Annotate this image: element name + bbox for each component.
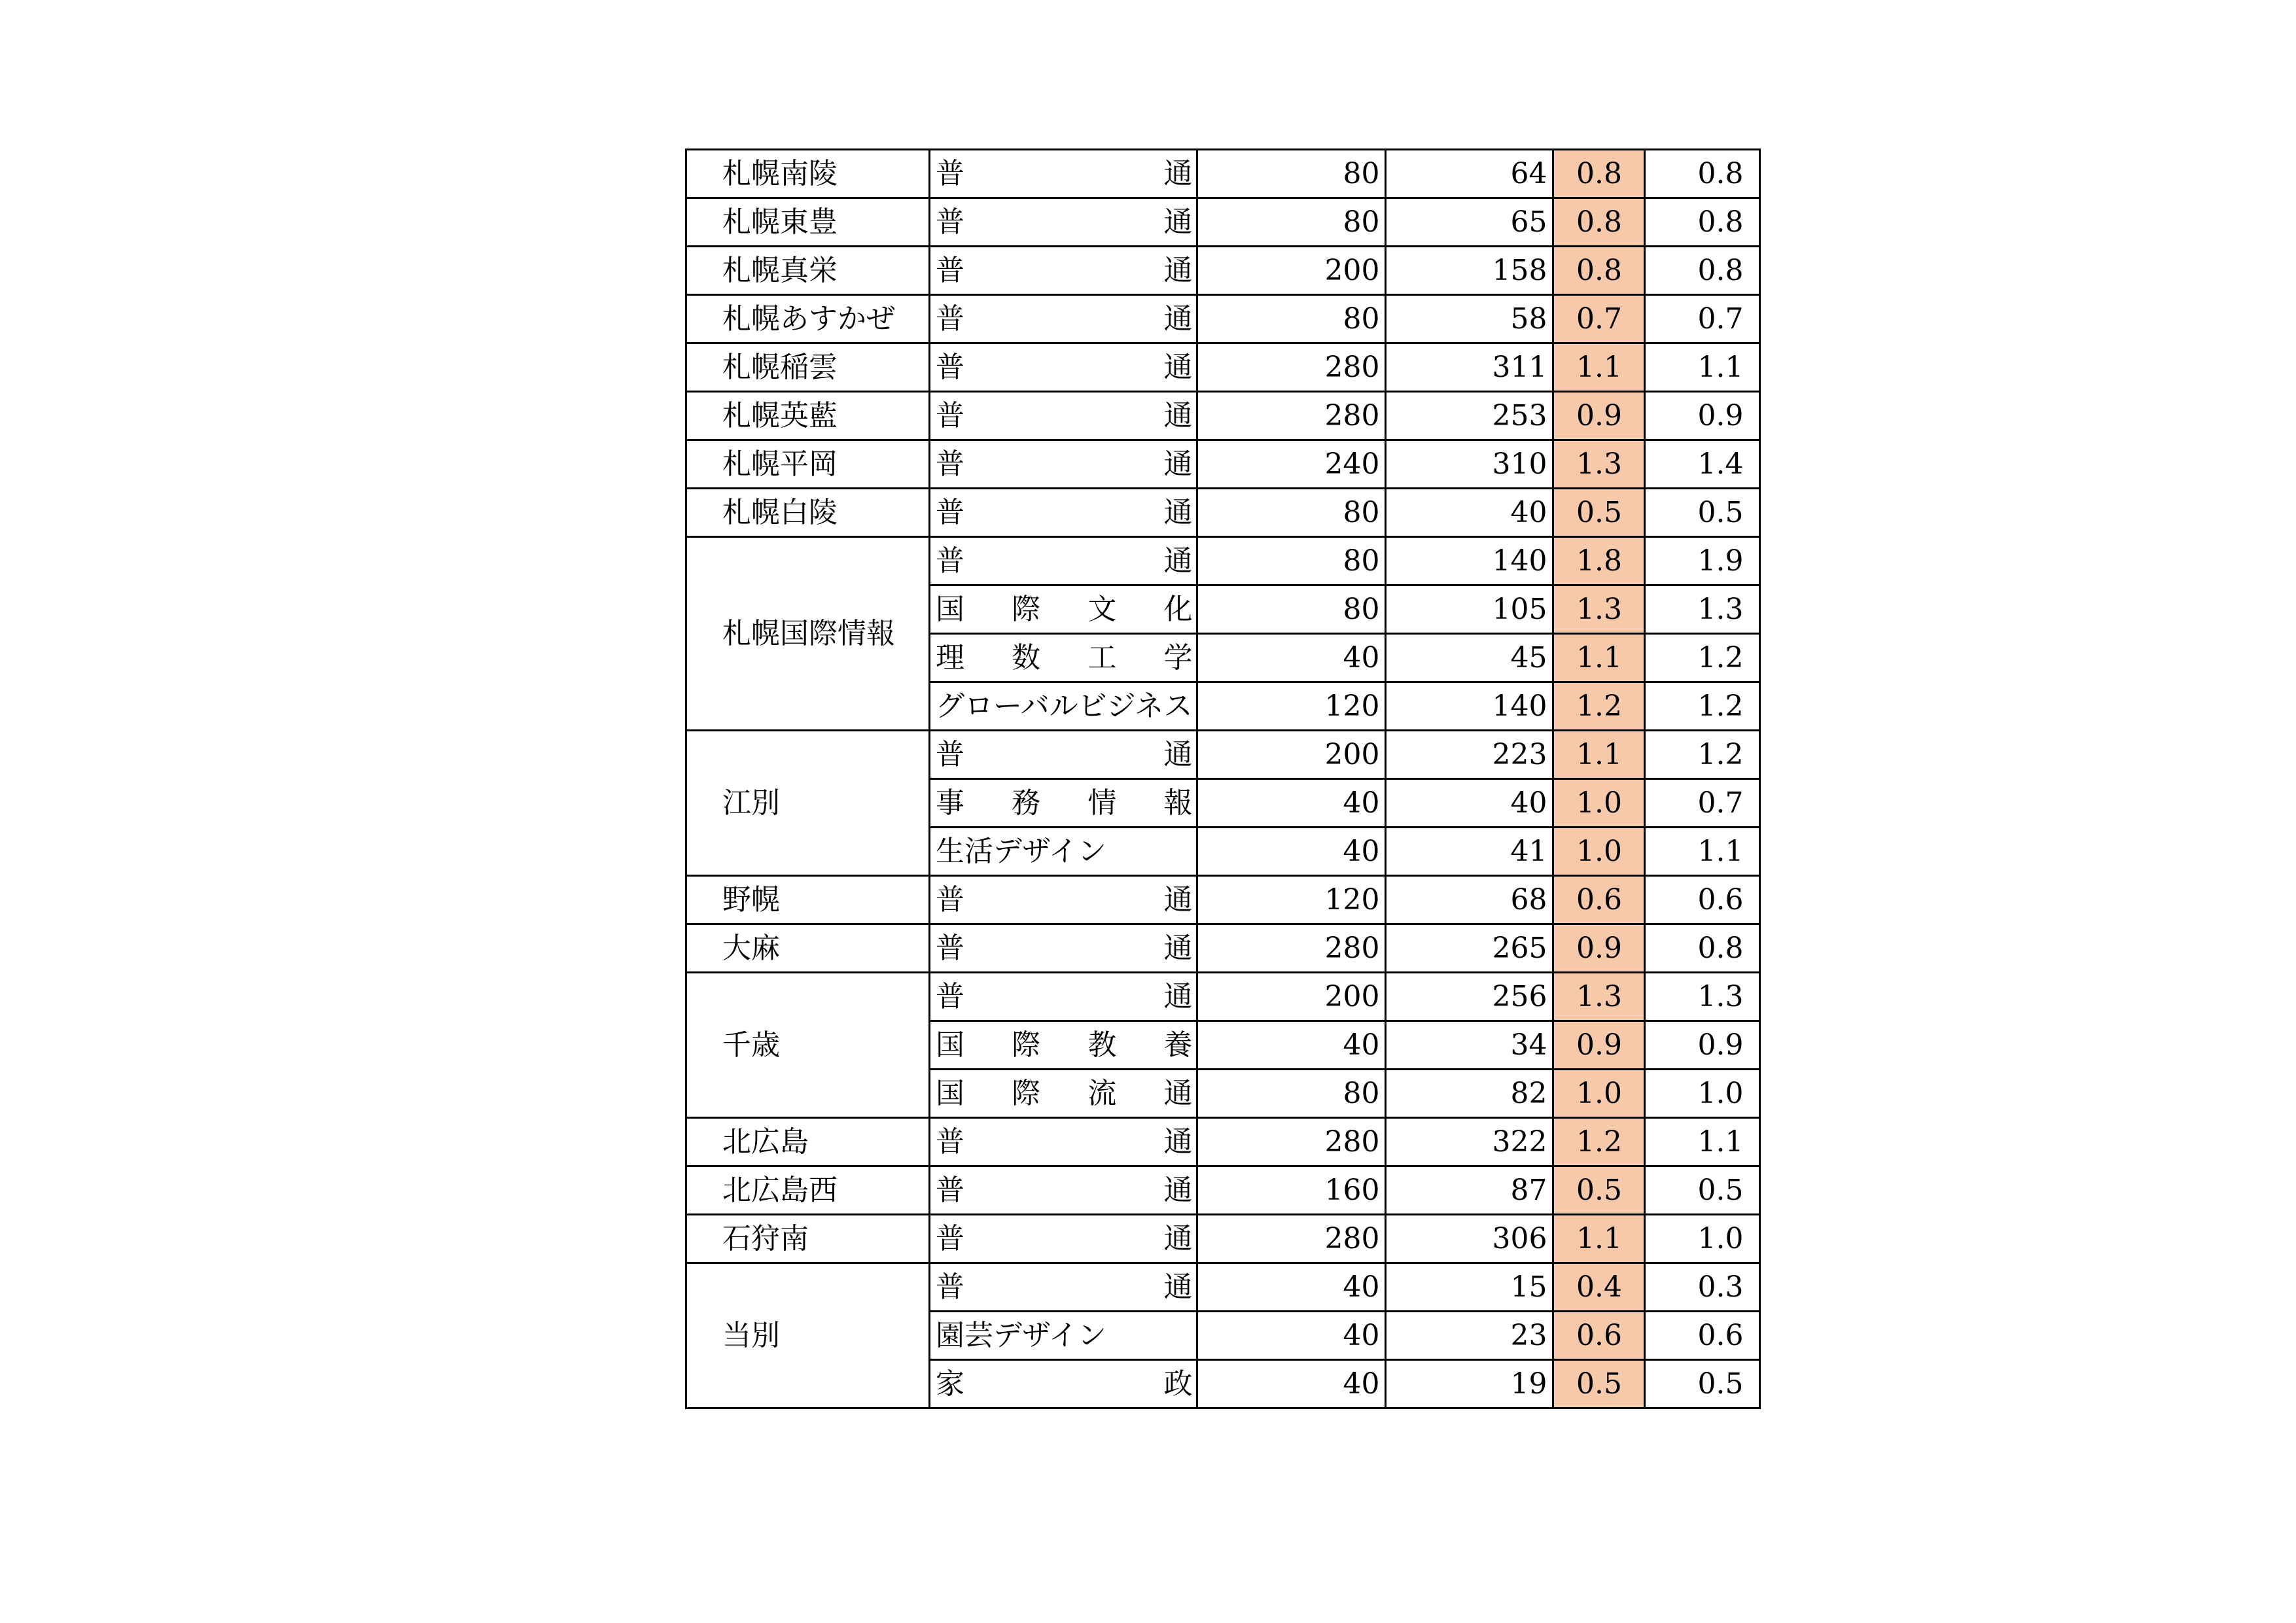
course-cell: 国際文化: [930, 585, 1197, 634]
course-cell: 普 通: [930, 537, 1197, 585]
prev-ratio-cell: 1.2: [1645, 731, 1760, 779]
prev-ratio-cell: 1.9: [1645, 537, 1760, 585]
ratio-cell: 0.6: [1553, 876, 1645, 924]
prev-ratio-cell: 1.2: [1645, 682, 1760, 731]
capacity-cell: 40: [1197, 828, 1386, 876]
prev-ratio-cell: 1.1: [1645, 1118, 1760, 1166]
course-cell: 普 通: [930, 440, 1197, 489]
prev-ratio-cell: 0.9: [1645, 392, 1760, 440]
applicants-cell: 310: [1386, 440, 1553, 489]
applicants-cell: 322: [1386, 1118, 1553, 1166]
course-cell: 普 通: [930, 247, 1197, 295]
school-name-cell: 北広島: [686, 1118, 930, 1166]
course-cell: 普 通: [930, 489, 1197, 537]
applicants-cell: 82: [1386, 1070, 1553, 1118]
ratio-cell: 0.4: [1553, 1263, 1645, 1312]
applicants-cell: 256: [1386, 973, 1553, 1021]
applicants-cell: 41: [1386, 828, 1553, 876]
ratio-cell: 1.3: [1553, 585, 1645, 634]
table-row: [686, 731, 1760, 779]
course-cell: 普 通: [930, 150, 1197, 198]
school-name-cell: 千歳: [686, 973, 930, 1118]
capacity-cell: 80: [1197, 150, 1386, 198]
capacity-cell: 200: [1197, 247, 1386, 295]
table-row: [686, 440, 1760, 489]
school-name-cell: 石狩南: [686, 1215, 930, 1263]
course-cell: 普 通: [930, 1118, 1197, 1166]
applicants-cell: 58: [1386, 295, 1553, 343]
course-cell: 理数工学: [930, 634, 1197, 682]
course-cell: 普 通: [930, 198, 1197, 247]
capacity-cell: 80: [1197, 198, 1386, 247]
ratio-cell: 0.6: [1553, 1312, 1645, 1360]
capacity-cell: 40: [1197, 1263, 1386, 1312]
ratio-cell: 0.8: [1553, 150, 1645, 198]
ratio-cell: 1.0: [1553, 828, 1645, 876]
prev-ratio-cell: 1.0: [1645, 1070, 1760, 1118]
table-row: [686, 247, 1760, 295]
table-row: [686, 537, 1760, 585]
ratio-cell: 1.2: [1553, 1118, 1645, 1166]
applicants-cell: 140: [1386, 682, 1553, 731]
table-row: [686, 150, 1760, 198]
applicants-cell: 40: [1386, 779, 1553, 828]
capacity-cell: 240: [1197, 440, 1386, 489]
capacity-cell: 40: [1197, 779, 1386, 828]
course-cell: グローバルビジネス: [930, 682, 1197, 731]
school-name-cell: 札幌国際情報: [686, 537, 930, 731]
capacity-cell: 200: [1197, 973, 1386, 1021]
table-row: [686, 489, 1760, 537]
capacity-cell: 80: [1197, 489, 1386, 537]
table-row: [686, 392, 1760, 440]
course-cell: 普 通: [930, 295, 1197, 343]
table-row: [686, 924, 1760, 973]
prev-ratio-cell: 0.6: [1645, 876, 1760, 924]
applicants-cell: 87: [1386, 1166, 1553, 1215]
school-name-cell: 札幌英藍: [686, 392, 930, 440]
table-row: [686, 343, 1760, 392]
capacity-cell: 280: [1197, 392, 1386, 440]
course-cell: 事務情報: [930, 779, 1197, 828]
prev-ratio-cell: 1.3: [1645, 585, 1760, 634]
course-cell: 普 通: [930, 1263, 1197, 1312]
ratio-cell: 0.7: [1553, 295, 1645, 343]
school-name-cell: 札幌東豊: [686, 198, 930, 247]
applicants-cell: 23: [1386, 1312, 1553, 1360]
school-name-cell: 札幌平岡: [686, 440, 930, 489]
prev-ratio-cell: 1.3: [1645, 973, 1760, 1021]
ratio-cell: 1.2: [1553, 682, 1645, 731]
applicants-cell: 105: [1386, 585, 1553, 634]
capacity-cell: 40: [1197, 634, 1386, 682]
ratio-cell: 1.0: [1553, 779, 1645, 828]
capacity-cell: 80: [1197, 537, 1386, 585]
capacity-cell: 80: [1197, 585, 1386, 634]
capacity-cell: 280: [1197, 1215, 1386, 1263]
school-name-cell: 江別: [686, 731, 930, 876]
applicants-cell: 253: [1386, 392, 1553, 440]
course-cell: 普 通: [930, 973, 1197, 1021]
ratio-cell: 1.1: [1553, 731, 1645, 779]
ratio-cell: 0.5: [1553, 1360, 1645, 1408]
applicants-cell: 40: [1386, 489, 1553, 537]
capacity-cell: 40: [1197, 1021, 1386, 1070]
course-cell: 普 通: [930, 924, 1197, 973]
prev-ratio-cell: 1.1: [1645, 828, 1760, 876]
ratio-cell: 0.8: [1553, 247, 1645, 295]
prev-ratio-cell: 0.3: [1645, 1263, 1760, 1312]
capacity-cell: 80: [1197, 1070, 1386, 1118]
school-name-cell: 札幌あすかぜ: [686, 295, 930, 343]
prev-ratio-cell: 1.4: [1645, 440, 1760, 489]
course-cell: 普 通: [930, 731, 1197, 779]
prev-ratio-cell: 0.6: [1645, 1312, 1760, 1360]
course-cell: 普 通: [930, 343, 1197, 392]
ratio-cell: 1.1: [1553, 634, 1645, 682]
ratio-cell: 0.9: [1553, 924, 1645, 973]
applicants-cell: 140: [1386, 537, 1553, 585]
capacity-cell: 280: [1197, 1118, 1386, 1166]
ratio-cell: 0.9: [1553, 1021, 1645, 1070]
applicants-cell: 15: [1386, 1263, 1553, 1312]
capacity-cell: 120: [1197, 876, 1386, 924]
capacity-cell: 80: [1197, 295, 1386, 343]
prev-ratio-cell: 0.5: [1645, 1360, 1760, 1408]
applicants-cell: 158: [1386, 247, 1553, 295]
course-cell: 普 通: [930, 392, 1197, 440]
course-cell: 家 政: [930, 1360, 1197, 1408]
ratio-cell: 1.8: [1553, 537, 1645, 585]
prev-ratio-cell: 0.5: [1645, 489, 1760, 537]
prev-ratio-cell: 0.7: [1645, 779, 1760, 828]
ratio-cell: 0.5: [1553, 1166, 1645, 1215]
school-name-cell: 野幌: [686, 876, 930, 924]
prev-ratio-cell: 0.8: [1645, 924, 1760, 973]
prev-ratio-cell: 1.2: [1645, 634, 1760, 682]
applicants-cell: 265: [1386, 924, 1553, 973]
capacity-cell: 160: [1197, 1166, 1386, 1215]
school-name-cell: 当別: [686, 1263, 930, 1408]
prev-ratio-cell: 1.0: [1645, 1215, 1760, 1263]
applicants-cell: 64: [1386, 150, 1553, 198]
capacity-cell: 200: [1197, 731, 1386, 779]
capacity-cell: 280: [1197, 924, 1386, 973]
school-name-cell: 札幌南陵: [686, 150, 930, 198]
prev-ratio-cell: 0.8: [1645, 150, 1760, 198]
prev-ratio-cell: 0.9: [1645, 1021, 1760, 1070]
prev-ratio-cell: 0.5: [1645, 1166, 1760, 1215]
course-cell: 生活デザイン: [930, 828, 1197, 876]
table-row: [686, 1166, 1760, 1215]
ratio-cell: 1.1: [1553, 343, 1645, 392]
table-row: [686, 1118, 1760, 1166]
school-name-cell: 札幌白陵: [686, 489, 930, 537]
table-body: [686, 150, 1760, 1408]
ratio-cell: 1.1: [1553, 1215, 1645, 1263]
course-cell: 普 通: [930, 1166, 1197, 1215]
capacity-cell: 40: [1197, 1312, 1386, 1360]
course-cell: 普 通: [930, 1215, 1197, 1263]
capacity-cell: 120: [1197, 682, 1386, 731]
ratio-cell: 1.0: [1553, 1070, 1645, 1118]
course-cell: 園芸デザイン: [930, 1312, 1197, 1360]
ratio-cell: 1.3: [1553, 973, 1645, 1021]
table-row: [686, 198, 1760, 247]
capacity-cell: 280: [1197, 343, 1386, 392]
applicants-cell: 223: [1386, 731, 1553, 779]
school-name-cell: 札幌稲雲: [686, 343, 930, 392]
applicants-cell: 34: [1386, 1021, 1553, 1070]
application-ratio-table: [685, 148, 1761, 1409]
ratio-cell: 0.8: [1553, 198, 1645, 247]
school-name-cell: 北広島西: [686, 1166, 930, 1215]
prev-ratio-cell: 0.8: [1645, 247, 1760, 295]
ratio-cell: 0.9: [1553, 392, 1645, 440]
prev-ratio-cell: 0.7: [1645, 295, 1760, 343]
course-cell: 普 通: [930, 876, 1197, 924]
applicants-cell: 68: [1386, 876, 1553, 924]
applicants-cell: 306: [1386, 1215, 1553, 1263]
applicants-cell: 45: [1386, 634, 1553, 682]
table-row: [686, 295, 1760, 343]
applicants-cell: 19: [1386, 1360, 1553, 1408]
course-cell: 国際教養: [930, 1021, 1197, 1070]
school-name-cell: 大麻: [686, 924, 930, 973]
table-row: [686, 973, 1760, 1021]
prev-ratio-cell: 1.1: [1645, 343, 1760, 392]
prev-ratio-cell: 0.8: [1645, 198, 1760, 247]
table-row: [686, 1263, 1760, 1312]
ratio-cell: 1.3: [1553, 440, 1645, 489]
ratio-cell: 0.5: [1553, 489, 1645, 537]
applicants-cell: 311: [1386, 343, 1553, 392]
school-name-cell: 札幌真栄: [686, 247, 930, 295]
table-row: [686, 1215, 1760, 1263]
applicants-cell: 65: [1386, 198, 1553, 247]
capacity-cell: 40: [1197, 1360, 1386, 1408]
course-cell: 国際流通: [930, 1070, 1197, 1118]
table-row: [686, 876, 1760, 924]
